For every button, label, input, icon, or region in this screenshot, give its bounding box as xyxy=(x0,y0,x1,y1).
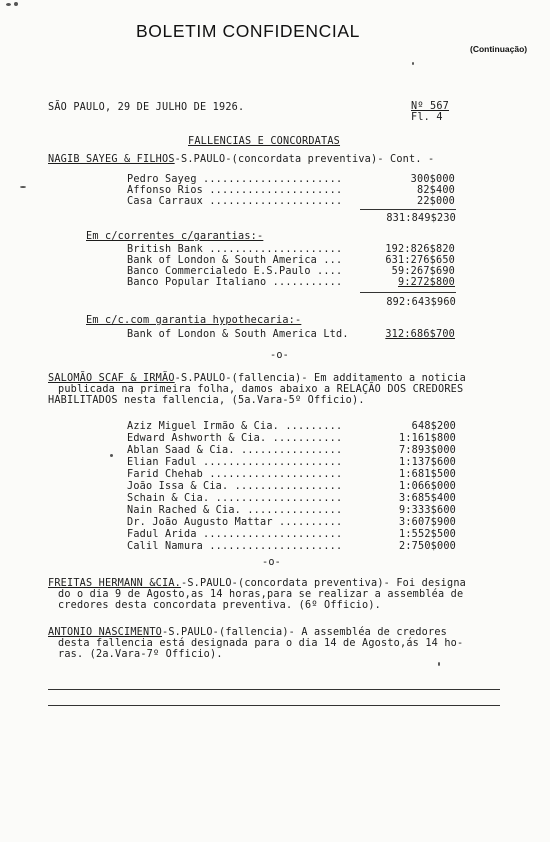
creditor-amount: 3:685$400 xyxy=(398,493,456,504)
salomao-line-2: publicada na primeira folha, damos abaixo a RELAÇÃO DOS CREDORES xyxy=(58,384,464,395)
freitas-line-2: do o dia 9 de Agosto,as 14 horas,para se realizar a assembléa de xyxy=(58,589,464,600)
creditor-name: Elian Fadul ...................... xyxy=(127,457,343,468)
list-item xyxy=(127,255,455,266)
list-item-amount: 9:272$800 xyxy=(397,277,455,288)
list-item xyxy=(127,329,455,340)
creditor-amount: 3:607$900 xyxy=(398,517,456,528)
list-item-name: British Bank ..................... xyxy=(127,244,343,255)
creditor-amount: 7:893$000 xyxy=(398,445,456,456)
salomao-company-name: SALOMÃO SCAF & IRMÃO xyxy=(48,373,175,384)
table-row xyxy=(127,469,456,480)
creditor-name: Edward Ashworth & Cia. ........... xyxy=(127,433,343,444)
list-item xyxy=(127,277,455,288)
continuation-label: (Continuação) xyxy=(470,44,528,54)
list-item-name: Casa Carraux ..................... xyxy=(127,196,343,207)
list-item-amount: 192:826$820 xyxy=(385,244,455,255)
antonio-company-name: ANTONIO NASCIMENTO xyxy=(48,627,163,638)
nagib-company-name: NAGIB SAYEG & FILHOS xyxy=(48,154,175,165)
scan-speck xyxy=(412,62,414,65)
list-item-amount: 312:686$700 xyxy=(385,329,455,340)
salomao-line-1: -S.PAULO-(fallencia)- Em additamento a noticia xyxy=(174,373,467,384)
table-row xyxy=(127,529,456,540)
salomao-line-3: HABILITADOS nesta fallencia, (5a.Vara-5º Officio). xyxy=(48,395,365,406)
creditor-name: Schain & Cia. .................... xyxy=(127,493,343,504)
creditor-name: Aziz Miguel Irmão & Cia. ......... xyxy=(127,421,343,432)
antonio-line-3: ras. (2a.Vara-7º Officio). xyxy=(58,649,223,660)
paragraph-line xyxy=(48,627,463,638)
list-item xyxy=(127,244,455,255)
list-item xyxy=(127,266,455,277)
freitas-line-1: -S.PAULO-(concordata preventiva)- Foi designa xyxy=(181,578,467,589)
list-item-amount: 59:267$690 xyxy=(391,266,455,277)
nagib-subtotal: 831:849$230 xyxy=(386,213,456,224)
bulletin-number: Nº 567 xyxy=(411,101,450,112)
separator: -o- xyxy=(270,350,290,361)
creditor-amount: 1:137$600 xyxy=(398,457,456,468)
creditor-name: João Issa & Cia. ................. xyxy=(127,481,343,492)
divider xyxy=(360,209,456,210)
list-item-amount: 82$400 xyxy=(416,185,455,196)
list-item-name: Banco Commercialedo E.S.Paulo .... xyxy=(127,266,343,277)
nagib-heading xyxy=(48,154,434,165)
table-row xyxy=(127,505,456,516)
list-item-name: Pedro Sayeg ...................... xyxy=(127,174,343,185)
list-item-name: Affonso Rios ..................... xyxy=(127,185,343,196)
antonio-paragraph xyxy=(48,627,463,660)
creditor-amount: 1:552$500 xyxy=(398,529,456,540)
divider xyxy=(360,292,456,293)
nagib-heading-rest: -S.PAULO-(concordata preventiva)- Cont. - xyxy=(174,154,435,165)
table-row xyxy=(127,433,456,444)
list-item-name: Bank of London & South America ... xyxy=(127,255,343,266)
creditor-amount: 1:066$000 xyxy=(398,481,456,492)
table-row xyxy=(127,517,456,528)
section-heading: FALLENCIAS E CONCORDATAS xyxy=(188,136,341,147)
bottom-rule xyxy=(48,705,500,706)
creditor-name: Ablan Saad & Cia. ................ xyxy=(127,445,343,456)
scan-speck xyxy=(20,186,26,188)
creditor-amount: 1:681$500 xyxy=(398,469,456,480)
creditor-amount: 648$200 xyxy=(411,421,456,432)
list-item-name: Bank of London & South America Ltd. xyxy=(127,329,349,340)
creditor-amount: 1:161$800 xyxy=(398,433,456,444)
table-row xyxy=(127,457,456,468)
creditor-name: Farid Chehab ..................... xyxy=(127,469,343,480)
table-row xyxy=(127,421,456,432)
table-row xyxy=(127,541,456,552)
list-item-amount: 22$000 xyxy=(416,196,455,207)
guaranteed-total: 892:643$960 xyxy=(386,297,456,308)
scan-speck xyxy=(14,2,18,6)
creditor-name: Calil Namura ..................... xyxy=(127,541,343,552)
list-item-name: Banco Popular Italiano ........... xyxy=(127,277,343,288)
document-title: BOLETIM CONFIDENCIAL xyxy=(136,21,360,41)
mortgage-heading: Em c/c.com garantia hypothecaria:- xyxy=(86,315,302,326)
list-item xyxy=(127,196,455,207)
paragraph-line xyxy=(48,373,466,384)
scan-speck xyxy=(6,3,11,6)
date-line: SÃO PAULO, 29 DE JULHO DE 1926. xyxy=(48,102,245,113)
freitas-company-name: FREITAS HERMANN &CIA. xyxy=(48,578,182,589)
guaranteed-heading: Em c/correntes c/garantias:- xyxy=(86,231,264,242)
bottom-rule xyxy=(48,689,500,690)
creditor-amount: 2:750$000 xyxy=(398,541,456,552)
freitas-paragraph xyxy=(48,578,466,611)
separator: -o- xyxy=(262,557,282,568)
creditor-amount: 9:333$600 xyxy=(398,505,456,516)
salomao-paragraph xyxy=(48,373,466,406)
paragraph-line xyxy=(48,578,466,589)
creditor-name: Nain Rached & Cia. ............... xyxy=(127,505,343,516)
list-item-amount: 300$000 xyxy=(410,174,455,185)
antonio-line-2: desta fallencia está designada para o dia 14 de Agosto,ás 14 ho- xyxy=(58,638,464,649)
table-row xyxy=(127,493,456,504)
freitas-line-3: credores desta concordata preventiva. (6º Officio). xyxy=(58,600,382,611)
scan-speck xyxy=(438,662,440,666)
list-item xyxy=(127,174,455,185)
antonio-line-1: -S.PAULO-(fallencia)- A assembléa de credores xyxy=(162,627,448,638)
sheet-number: Fl. 4 xyxy=(411,112,443,123)
list-item xyxy=(127,185,455,196)
creditor-name: Fadul Arida ...................... xyxy=(127,529,343,540)
scan-speck xyxy=(110,454,113,457)
table-row xyxy=(127,481,456,492)
creditor-name: Dr. João Augusto Mattar .......... xyxy=(127,517,343,528)
list-item-amount: 631:276$650 xyxy=(385,255,455,266)
table-row xyxy=(127,445,456,456)
